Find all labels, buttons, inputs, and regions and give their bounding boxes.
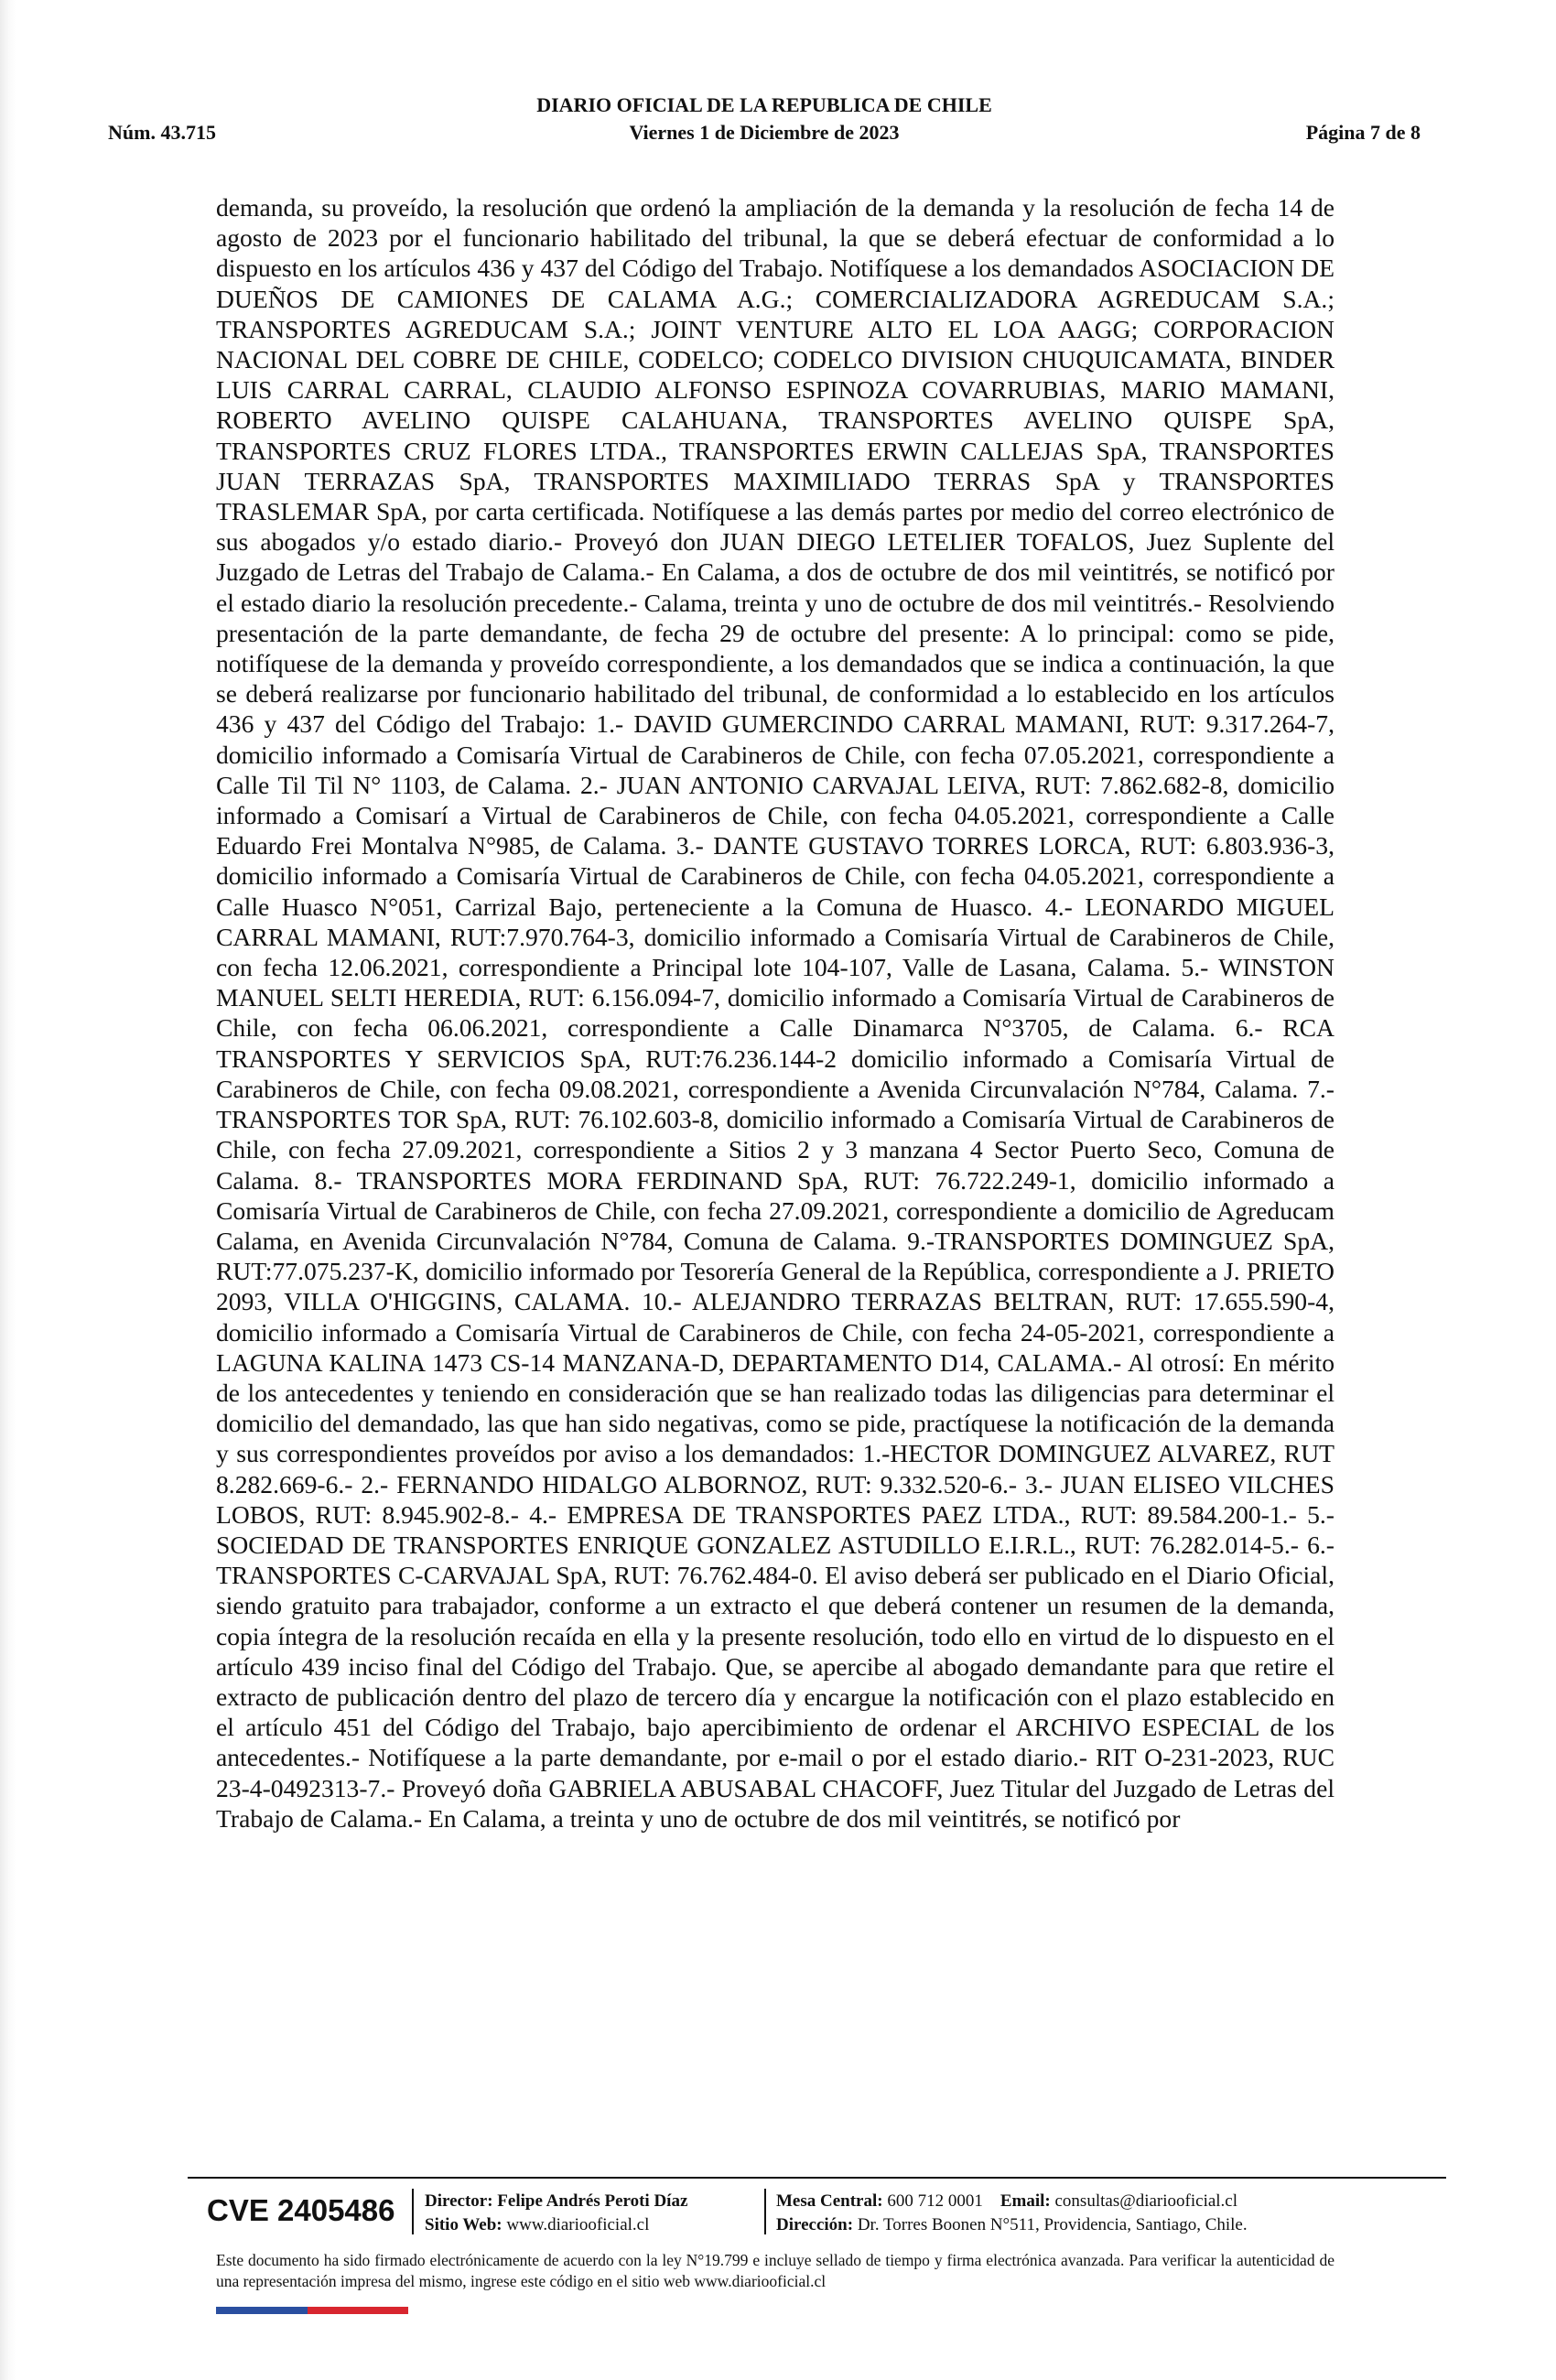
email-label: Email:	[1000, 2191, 1051, 2211]
publication-title: DIARIO OFICIAL DE LA REPUBLICA DE CHILE	[536, 93, 992, 116]
director-name: Felipe Andrés Peroti Díaz	[497, 2191, 688, 2211]
website-link[interactable]: www.diariooficial.cl	[506, 2215, 650, 2234]
page-number: Página 7 de 8	[1305, 121, 1421, 144]
footer-divider	[188, 2177, 1446, 2179]
chilean-flag-bar	[216, 2307, 408, 2314]
email-link[interactable]: consultas@diariooficial.cl	[1054, 2191, 1238, 2211]
mesa-central-phone: 600 712 0001	[887, 2191, 983, 2211]
flag-blue-stripe	[216, 2307, 308, 2314]
website-label: Sitio Web:	[425, 2215, 502, 2234]
address-value: Dr. Torres Boonen N°511, Providencia, Santiago, Chile.	[857, 2215, 1248, 2234]
publication-date: Viernes 1 de Diciembre de 2023	[629, 121, 900, 144]
footer-director-block	[425, 2190, 687, 2237]
flag-red-stripe	[308, 2307, 408, 2314]
footer-separator	[412, 2189, 414, 2234]
cve-code: CVE 2405486	[207, 2193, 395, 2227]
address-label: Dirección:	[776, 2215, 854, 2234]
page-header	[108, 93, 1421, 148]
mesa-central-label: Mesa Central:	[776, 2191, 883, 2211]
director-label: Director:	[425, 2191, 493, 2211]
signature-notice: Este documento ha sido firmado electrónicamente de acuerdo con la ley N°19.799 e incluye sellado de tiempo y firma electrónica avanzada. Para verificar la autenticidad de una representación impresa del mismo, ingrese este código en el sitio web www.diariooficial.cl	[216, 2251, 1334, 2290]
issue-number: Núm. 43.715	[108, 121, 216, 144]
footer-contact-block	[776, 2190, 1248, 2237]
footer-separator	[764, 2189, 766, 2234]
body-paragraph: demanda, su proveído, la resolución que ordenó la ampliación de la demanda y la resolución de fecha 14 de agosto de 2023 por el funcionario habilitado del tribunal, la que se deberá efectuar de conformidad a lo dispuesto en los artículos 436 y 437 del Código del Trabajo. Notifíquese a los demandados ASOCIACION DE DUEÑOS DE CAMIONES DE CALAMA A.G.; COMERCIALIZADORA AGREDUCAM S.A.; TRANSPORTES AGREDUCAM S.A.; JOINT VENTURE ALTO EL LOA AAGG; CORPORACION NACIONAL DEL COBRE DE CHILE, CODELCO; CODELCO DIVISION CHUQUICAMATA, BINDER LUIS CARRAL CARRAL, CLAUDIO ALFONSO ESPINOZA COVARRUBIAS, MARIO MAMANI, ROBERTO AVELINO QUISPE CALAHUANA, TRANSPORTES AVELINO QUISPE SpA, TRANSPORTES CRUZ FLORES LTDA., TRANSPORTES ERWIN CALLEJAS SpA, TRANSPORTES JUAN TERRAZAS SpA, TRANSPORTES MAXIMILIADO TERRAS SpA y TRANSPORTES TRASLEMAR SpA, por carta certificada. Notifíquese a las demás partes por medio del correo electrónico de sus abogados y/o estado diario.- Proveyó don JUAN DIEGO LETELIER TOFALOS, Juez Suplente del Juzgado de Letras del Trabajo de Calama.- En Calama, a dos de octubre de dos mil veintitrés, se notificó por el estado diario la resolución precedente.- Calama, treinta y uno de octubre de dos mil veintitrés.- Resolviendo presentación de la parte demandante, de fecha 29 de octubre del presente: A lo principal: como se pide, notifíquese de la demanda y proveído correspondiente, a los demandados que se indica a continuación, la que se deberá realizarse por funcionario habilitado del tribunal, de conformidad a lo establecido en los artículos 436 y 437 del Código del Trabajo: 1.- DAVID GUMERCINDO CARRAL MAMANI, RUT: 9.317.264-7, domicilio informado a Comisaría Virtual de Carabineros de Chile, con fecha 07.05.2021, correspondiente a Calle Til Til N° 1103, de Calama. 2.- JUAN ANTONIO CARVAJAL LEIVA, RUT: 7.862.682-8, domicilio informado a Comisarí a Virtual de Carabineros de Chile, con fecha 04.05.2021, correspondiente a Calle Eduardo Frei Montalva N°985, de Calama. 3.- DANTE GUSTAVO TORRES LORCA, RUT: 6.803.936-3, domicilio informado a Comisaría Virtual de Carabineros de Chile, con fecha 04.05.2021, correspondiente a Calle Huasco N°051, Carrizal Bajo, perteneciente a la Comuna de Huasco. 4.- LEONARDO MIGUEL CARRAL MAMANI, RUT:7.970.764-3, domicilio informado a Comisaría Virtual de Carabineros de Chile, con fecha 12.06.2021, correspondiente a Principal lote 104-107, Valle de Lasana, Calama. 5.- WINSTON MANUEL SELTI HEREDIA, RUT: 6.156.094-7, domicilio informado a Comisaría Virtual de Carabineros de Chile, con fecha 06.06.2021, correspondiente a Calle Dinamarca N°3705, de Calama. 6.- RCA TRANSPORTES Y SERVICIOS SpA, RUT:76.236.144-2 domicilio informado a Comisaría Virtual de Carabineros de Chile, con fecha 09.08.2021, correspondiente a Avenida Circunvalación N°784, Calama. 7.- TRANSPORTES TOR SpA, RUT: 76.102.603-8, domicilio informado a Comisaría Virtual de Carabineros de Chile, con fecha 27.09.2021, correspondiente a Sitios 2 y 3 manzana 4 Sector Puerto Seco, Comuna de Calama. 8.- TRANSPORTES MORA FERDINAND SpA, RUT: 76.722.249-1, domicilio informado a Comisaría Virtual de Carabineros de Chile, con fecha 27.09.2021, correspondiente a domicilio de Agreducam Calama, en Avenida Circunvalación N°784, Comuna de Calama. 9.-TRANSPORTES DOMINGUEZ SpA, RUT:77.075.237-K, domicilio informado por Tesorería General de la República, correspondiente a J. PRIETO 2093, VILLA O'HIGGINS, CALAMA. 10.- ALEJANDRO TERRAZAS BELTRAN, RUT: 17.655.590-4, domicilio informado a Comisaría Virtual de Carabineros de Chile, con fecha 24-05-2021, correspondiente a LAGUNA KALINA 1473 CS-14 MANZANA-D, DEPARTAMENTO D14, CALAMA.- Al otrosí: En mérito de los antecedentes y teniendo en consideración que se han realizado todas las diligencias para determinar el domicilio del demandado, las que han sido negativas, como se pide, practíquese la notificación de la demanda y sus correspondientes proveídos por aviso a los demandados: 1.-HECTOR DOMINGUEZ ALVAREZ, RUT 8.282.669-6.- 2.- FERNANDO HIDALGO ALBORNOZ, RUT: 9.332.520-6.- 3.- JUAN ELISEO VILCHES LOBOS, RUT: 8.945.902-8.- 4.- EMPRESA DE TRANSPORTES PAEZ LTDA., RUT: 89.584.200-1.- 5.- SOCIEDAD DE TRANSPORTES ENRIQUE GONZALEZ ASTUDILLO E.I.R.L., RUT: 76.282.014-5.- 6.- TRANSPORTES C-CARVAJAL SpA, RUT: 76.762.484-0. El aviso deberá ser publicado en el Diario Oficial, siendo gratuito para trabajador, conforme a un extracto el que deberá contener un resumen de la demanda, copia íntegra de la resolución recaída en ella y la presente resolución, todo ello en virtud de lo dispuesto en el artículo 439 inciso final del Código del Trabajo. Que, se apercibe al abogado demandante para que retire el extracto de publicación dentro del plazo de tercero día y encargue la notificación con el plazo establecido en el artículo 451 del Código del Trabajo, bajo apercibimiento de ordenar el ARCHIVO ESPECIAL de los antecedentes.- Notifíquese a la parte demandante, por e-mail o por el estado diario.- RIT O-231-2023, RUC 23-4-0492313-7.- Proveyó doña GABRIELA ABUSABAL CHACOFF, Juez Titular del Juzgado de Letras del Trabajo de Calama.- En Calama, a treinta y uno de octubre de dos mil veintitrés, se notificó por	[216, 193, 1334, 1833]
